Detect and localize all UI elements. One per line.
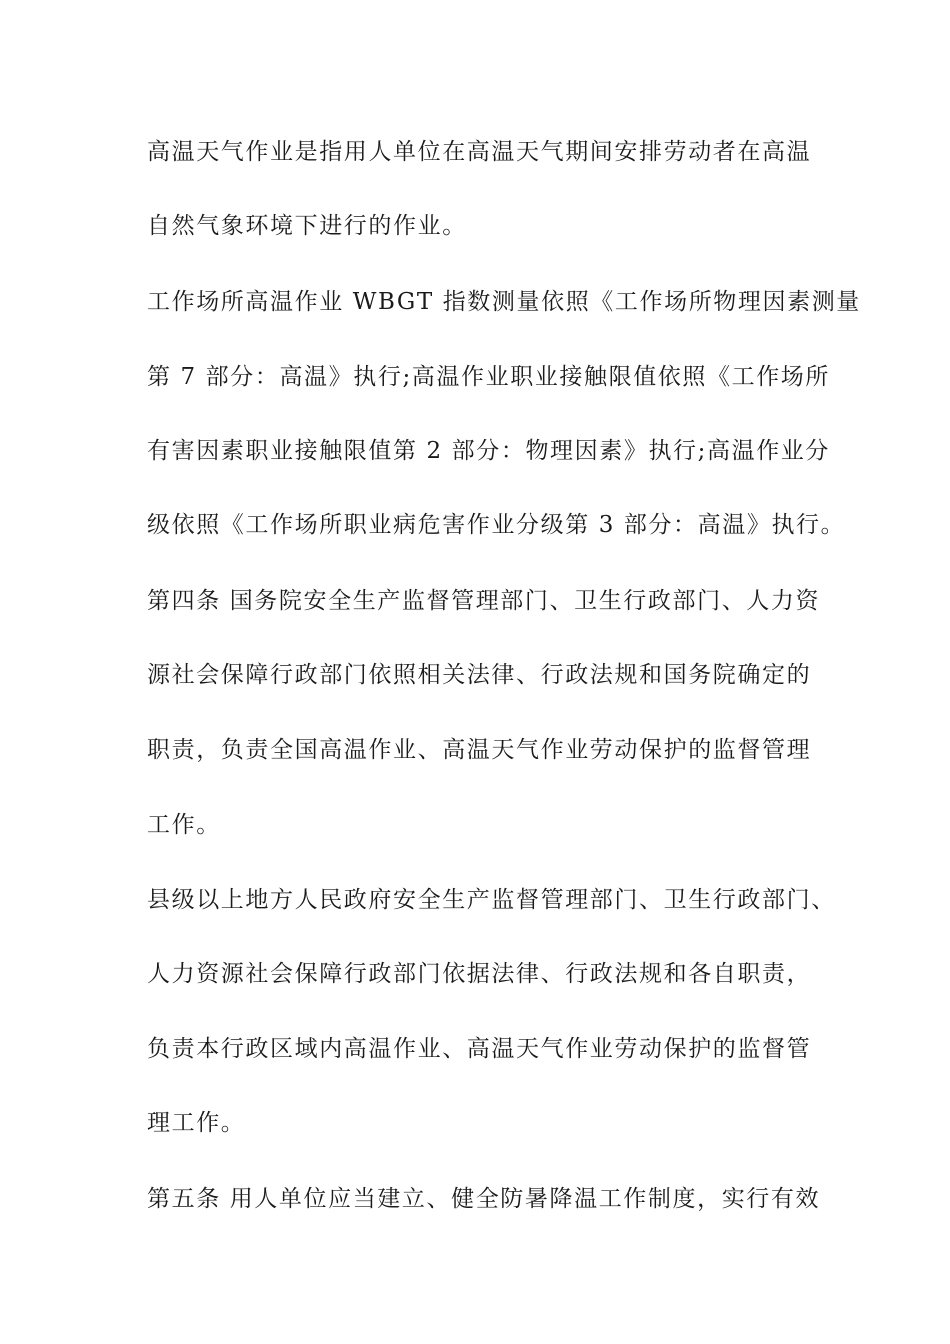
text-line: 理工作。 bbox=[147, 1110, 246, 1136]
text-line: 第四条 国务院安全生产监督管理部门、卫生行政部门、人力资 bbox=[147, 588, 821, 614]
text-line: 第 7 部分：高温》执行;高温作业职业接触限值依照《工作场所 bbox=[147, 364, 831, 390]
text-line: 职责，负责全国高温作业、高温天气作业劳动保护的监督管理 bbox=[147, 737, 812, 763]
text-line: 自然气象环境下进行的作业。 bbox=[147, 213, 467, 239]
text-line: 工作。 bbox=[147, 812, 221, 838]
text-line: 工作场所高温作业 WBGT 指数测量依照《工作场所物理因素测量 bbox=[147, 289, 861, 315]
text-line: 源社会保障行政部门依照相关法律、行政法规和国务院确定的 bbox=[147, 662, 812, 688]
text-line: 高温天气作业是指用人单位在高温天气期间安排劳动者在高温 bbox=[147, 139, 812, 165]
text-line: 第五条 用人单位应当建立、健全防暑降温工作制度，实行有效 bbox=[147, 1186, 821, 1212]
text-line: 负责本行政区域内高温作业、高温天气作业劳动保护的监督管 bbox=[147, 1036, 812, 1062]
text-line: 级依照《工作场所职业病危害作业分级第 3 部分：高温》执行。 bbox=[147, 512, 846, 538]
text-line: 人力资源社会保障行政部门依据法律、行政法规和各自职责， bbox=[147, 961, 812, 987]
text-line: 县级以上地方人民政府安全生产监督管理部门、卫生行政部门、 bbox=[147, 887, 836, 913]
text-line: 有害因素职业接触限值第 2 部分：物理因素》执行;高温作业分 bbox=[147, 438, 831, 464]
